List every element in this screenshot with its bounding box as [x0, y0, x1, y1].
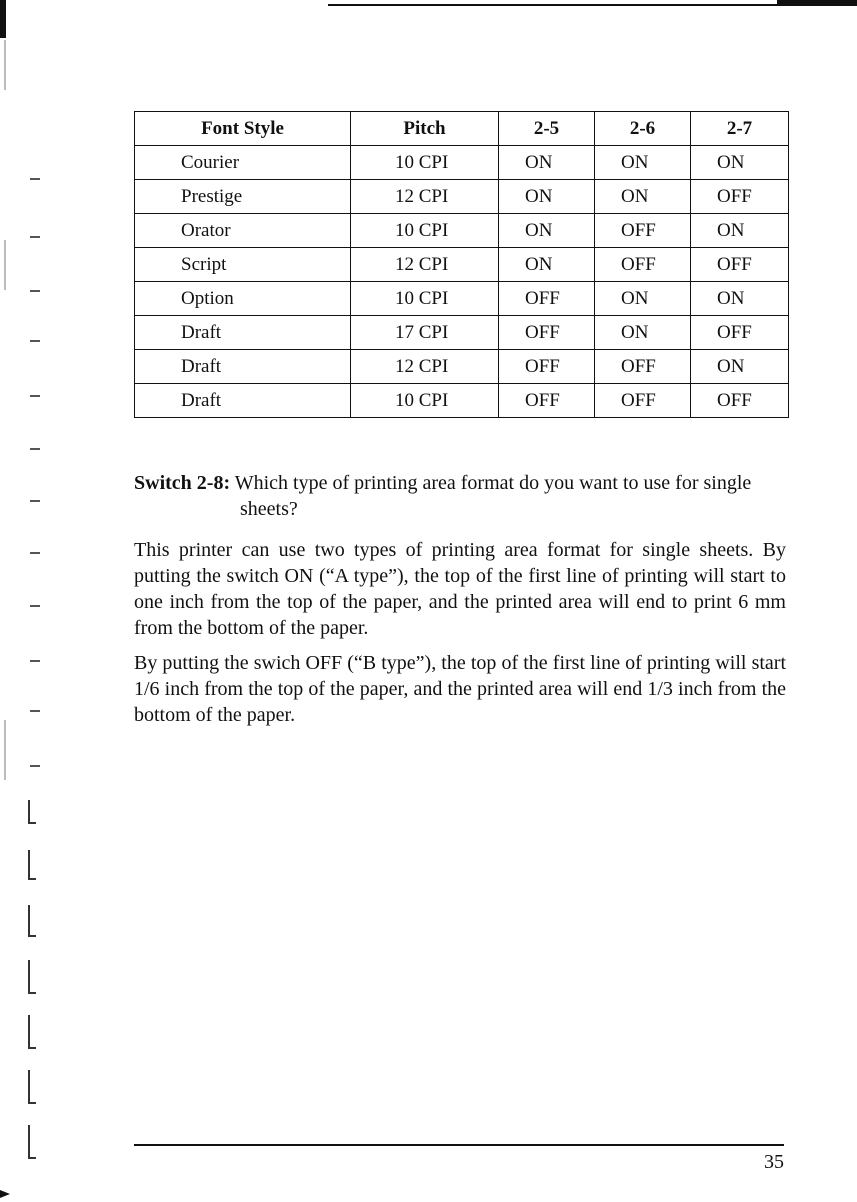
table-row	[135, 214, 789, 248]
font-style-cell: Prestige	[135, 180, 351, 214]
margin-tick	[30, 395, 40, 397]
table-row	[135, 282, 789, 316]
column-header-pitch: Pitch	[351, 112, 499, 146]
switch-2-6-cell: ON	[595, 180, 691, 214]
paragraph-a-type: This printer can use two types of printing area format for single sheets. By putting the switch ON (“A type”), the top of the first line of printing will start to one inch from the top of the paper, and the printed area will end to print 6 mm from the bottom of the paper.	[134, 539, 786, 639]
column-header-switch-2-5: 2-5	[499, 112, 595, 146]
scan-corner-mark	[0, 0, 6, 38]
margin-bracket	[28, 1125, 36, 1159]
footer-rule	[134, 1144, 784, 1146]
switch-question: Which type of printing area format do you want to use for single	[234, 472, 752, 494]
column-header-font-style: Font Style	[135, 112, 351, 146]
switch-2-6-cell: OFF	[595, 248, 691, 282]
table-row	[135, 146, 789, 180]
table-row	[135, 180, 789, 214]
margin-tick	[30, 500, 40, 502]
margin-bracket	[28, 1015, 36, 1049]
pitch-cell: 10 CPI	[351, 384, 499, 418]
top-rule	[328, 0, 857, 6]
font-style-cell: Draft	[135, 350, 351, 384]
table-row	[135, 350, 789, 384]
margin-tick	[30, 178, 40, 180]
switch-2-5-cell: ON	[499, 214, 595, 248]
switch-label: Switch 2-8:	[134, 472, 231, 494]
margin-bracket	[28, 905, 36, 937]
page-number: 35	[764, 1151, 784, 1173]
switch-2-5-cell: ON	[499, 248, 595, 282]
font-style-cell: Script	[135, 248, 351, 282]
switch-2-5-cell: ON	[499, 146, 595, 180]
column-header-switch-2-7: 2-7	[691, 112, 789, 146]
switch-2-7-cell: ON	[691, 350, 789, 384]
paragraph-b-type: By putting the swich OFF (“B type”), the top of the first line of printing will start 1/6 inch from the top of the paper, and the printed area will end 1/3 inch from the bottom of the paper.	[134, 652, 786, 726]
font-style-cell: Courier	[135, 146, 351, 180]
margin-tick	[30, 605, 40, 607]
margin-tick	[30, 290, 40, 292]
margin-tick	[30, 765, 40, 767]
pitch-cell: 12 CPI	[351, 248, 499, 282]
margin-bracket	[28, 800, 36, 824]
margin-tick	[30, 552, 40, 554]
pitch-cell: 10 CPI	[351, 282, 499, 316]
table-header-row	[135, 112, 789, 146]
switch-2-7-cell: ON	[691, 146, 789, 180]
column-header-switch-2-6: 2-6	[595, 112, 691, 146]
margin-tick	[30, 236, 40, 238]
pitch-cell: 12 CPI	[351, 350, 499, 384]
table-row	[135, 248, 789, 282]
switch-2-5-cell: OFF	[499, 384, 595, 418]
switch-2-5-cell: OFF	[499, 282, 595, 316]
font-style-cell: Draft	[135, 384, 351, 418]
font-style-cell: Draft	[135, 316, 351, 350]
switch-2-7-cell: OFF	[691, 180, 789, 214]
pitch-cell: 12 CPI	[351, 180, 499, 214]
switch-2-5-cell: OFF	[499, 350, 595, 384]
switch-2-6-cell: ON	[595, 146, 691, 180]
switch-2-7-cell: OFF	[691, 316, 789, 350]
switch-2-8-heading	[134, 470, 786, 522]
switch-2-6-cell: ON	[595, 282, 691, 316]
switch-question-continuation: sheets?	[240, 498, 298, 520]
switch-2-5-cell: OFF	[499, 316, 595, 350]
margin-bracket	[28, 850, 36, 880]
switch-2-7-cell: OFF	[691, 248, 789, 282]
margin-tick	[30, 660, 40, 662]
switch-2-6-cell: ON	[595, 316, 691, 350]
binding-shadow	[4, 40, 6, 90]
table-row	[135, 384, 789, 418]
margin-tick	[30, 340, 40, 342]
margin-tick	[30, 448, 40, 450]
dip-switch-font-table	[134, 111, 789, 418]
pitch-cell: 10 CPI	[351, 214, 499, 248]
font-style-cell: Option	[135, 282, 351, 316]
switch-2-6-cell: OFF	[595, 350, 691, 384]
switch-2-7-cell: ON	[691, 282, 789, 316]
table-row	[135, 316, 789, 350]
pitch-cell: 10 CPI	[351, 146, 499, 180]
switch-2-5-cell: ON	[499, 180, 595, 214]
font-style-cell: Orator	[135, 214, 351, 248]
switch-2-6-cell: OFF	[595, 384, 691, 418]
switch-2-7-cell: OFF	[691, 384, 789, 418]
switch-2-7-cell: ON	[691, 214, 789, 248]
margin-bracket	[28, 1070, 36, 1104]
pitch-cell: 17 CPI	[351, 316, 499, 350]
binding-shadow	[4, 240, 6, 290]
switch-2-6-cell: OFF	[595, 214, 691, 248]
scan-arrow-mark	[0, 1190, 10, 1198]
binding-shadow	[4, 720, 6, 780]
margin-bracket	[28, 960, 36, 994]
margin-tick	[30, 710, 40, 712]
